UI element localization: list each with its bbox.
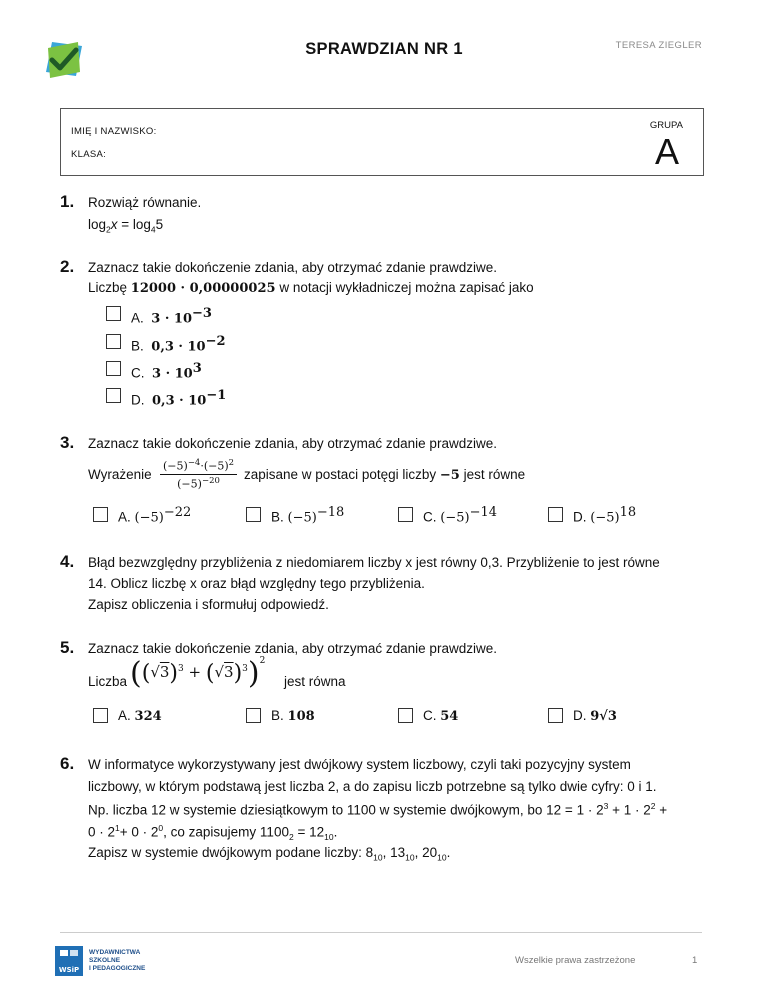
q2-option-a: A. $3 \cdot 10^{-3}$ [131, 306, 212, 327]
question-1-equation: $\log_2x = \log_45$ [88, 217, 164, 235]
q3-option-a-checkbox[interactable] [93, 507, 108, 522]
q5-option-d-checkbox[interactable] [548, 708, 563, 723]
question-5-number: 5. [60, 638, 75, 657]
question-5-expression: $((√3)^3 + (√3)^3)^2$ [130, 656, 266, 691]
q5-option-c: C. 54 [423, 708, 459, 724]
question-4-line-3: Zapisz obliczenia i sformułuj odpowiedź. [88, 597, 329, 612]
q3-option-d: D. $(-5)^{18}$ [573, 505, 637, 526]
question-6-line-2: liczbowy, w którym podstawą jest liczba 2, a do zapisu liczb potrzebne są tylko dwie cyfry: 0 i 1. [88, 779, 657, 794]
question-6-line-1: W informatyce wykorzystywany jest dwójkowy system liczbowy, czyli taki pozycyjny system [88, 757, 631, 772]
question-6-number: 6. [60, 754, 75, 773]
q5-option-b-checkbox[interactable] [246, 708, 261, 723]
question-6-line-4: $0 \cdot 2^1+ 0 \cdot 2^0$, co zapisujemy $1100_2 = 12_{10}$. [88, 823, 338, 843]
question-4-number: 4. [60, 552, 75, 571]
name-label: IMIĘ I NAZWISKO: [71, 126, 157, 137]
question-3-statement: zapisane w postaci potęgi liczby −5 jest równe [244, 467, 526, 483]
q5-option-c-checkbox[interactable] [398, 708, 413, 723]
question-6-line-5: Zapisz w systemie dwójkowym podane liczby: $8_{10}$, $13_{10}$, $20_{10}$. [88, 845, 451, 863]
question-6-line-3: Np. liczba 12 w systemie dziesiątkowym to 1100 w systemie dwójkowym, bo $12 = 1 \cdot 2^3 + 1 \cdot 2^2$ + [88, 801, 668, 818]
q5-option-b: B. 108 [271, 708, 315, 724]
q3-option-d-checkbox[interactable] [548, 507, 563, 522]
q2-option-c: C. $3 \cdot 10^3$ [131, 361, 202, 382]
q2-option-c-checkbox[interactable] [106, 361, 121, 376]
publisher-name: WYDAWNICTWA SZKOLNE I PEDAGOGICZNE [89, 949, 146, 972]
wsip-logo-icon [55, 946, 83, 976]
question-5-prefix: Liczba [88, 674, 128, 689]
question-2-number: 2. [60, 257, 75, 276]
question-2-text: Zaznacz takie dokończenie zdania, aby otrzymać zdanie prawdziwe. [88, 260, 497, 275]
question-3-number: 3. [60, 433, 75, 452]
author-name: TERESA ZIEGLER [615, 40, 702, 51]
student-info-box [60, 108, 704, 176]
question-1-number: 1. [60, 192, 75, 211]
q3-option-a: A. $(-5)^{-22}$ [118, 505, 192, 526]
question-3-fraction: $\frac{(-5)^{-4}\cdot(-5)^2}{(-5)^{-20}}$ [160, 458, 237, 490]
question-3-prefix: Wyrażenie [88, 467, 152, 482]
q2-option-d: D. $0,3 \cdot 10^{-1}$ [131, 388, 227, 409]
question-5-text: Zaznacz takie dokończenie zdania, aby otrzymać zdanie prawdziwe. [88, 641, 497, 656]
question-1-text: Rozwiąż równanie. [88, 195, 202, 210]
wsip-logo-text: WSiP [58, 966, 80, 974]
group-value: A [654, 131, 679, 172]
question-5-suffix: jest równa [284, 674, 346, 689]
footer-divider [60, 932, 702, 933]
q5-option-a: A. 324 [118, 708, 162, 724]
q3-option-c-checkbox[interactable] [398, 507, 413, 522]
q2-option-b: B. $0,3 \cdot 10^{-2}$ [131, 334, 226, 355]
q3-option-b: B. $(-5)^{-18}$ [271, 505, 345, 526]
q2-option-d-checkbox[interactable] [106, 388, 121, 403]
rights-notice: Wszelkie prawa zastrzeżone [515, 955, 636, 966]
q3-option-c: C. $(-5)^{-14}$ [423, 505, 498, 526]
q2-option-a-checkbox[interactable] [106, 306, 121, 321]
publisher-logo [55, 946, 145, 976]
q5-option-d: D. 9√3 [573, 708, 617, 724]
question-4-line-1: Błąd bezwzględny przybliżenia z niedomiarem liczby x jest równy 0,3. Przybliżenie to jest równe [88, 555, 660, 570]
q3-option-b-checkbox[interactable] [246, 507, 261, 522]
class-label: KLASA: [71, 149, 107, 160]
page-number: 1 [692, 955, 698, 966]
q2-option-b-checkbox[interactable] [106, 334, 121, 349]
question-3-text: Zaznacz takie dokończenie zdania, aby otrzymać zdanie prawdziwe. [88, 436, 497, 451]
q5-option-a-checkbox[interactable] [93, 708, 108, 723]
question-2-statement: Liczbę 12000 · 0,00000025 w notacji wykładniczej można zapisać jako [88, 280, 534, 296]
group-label: GRUPA [649, 120, 683, 131]
page-title: SPRAWDZIAN NR 1 [305, 40, 463, 58]
question-4-line-2: 14. Oblicz liczbę x oraz błąd względny tego przybliżenia. [88, 576, 425, 591]
